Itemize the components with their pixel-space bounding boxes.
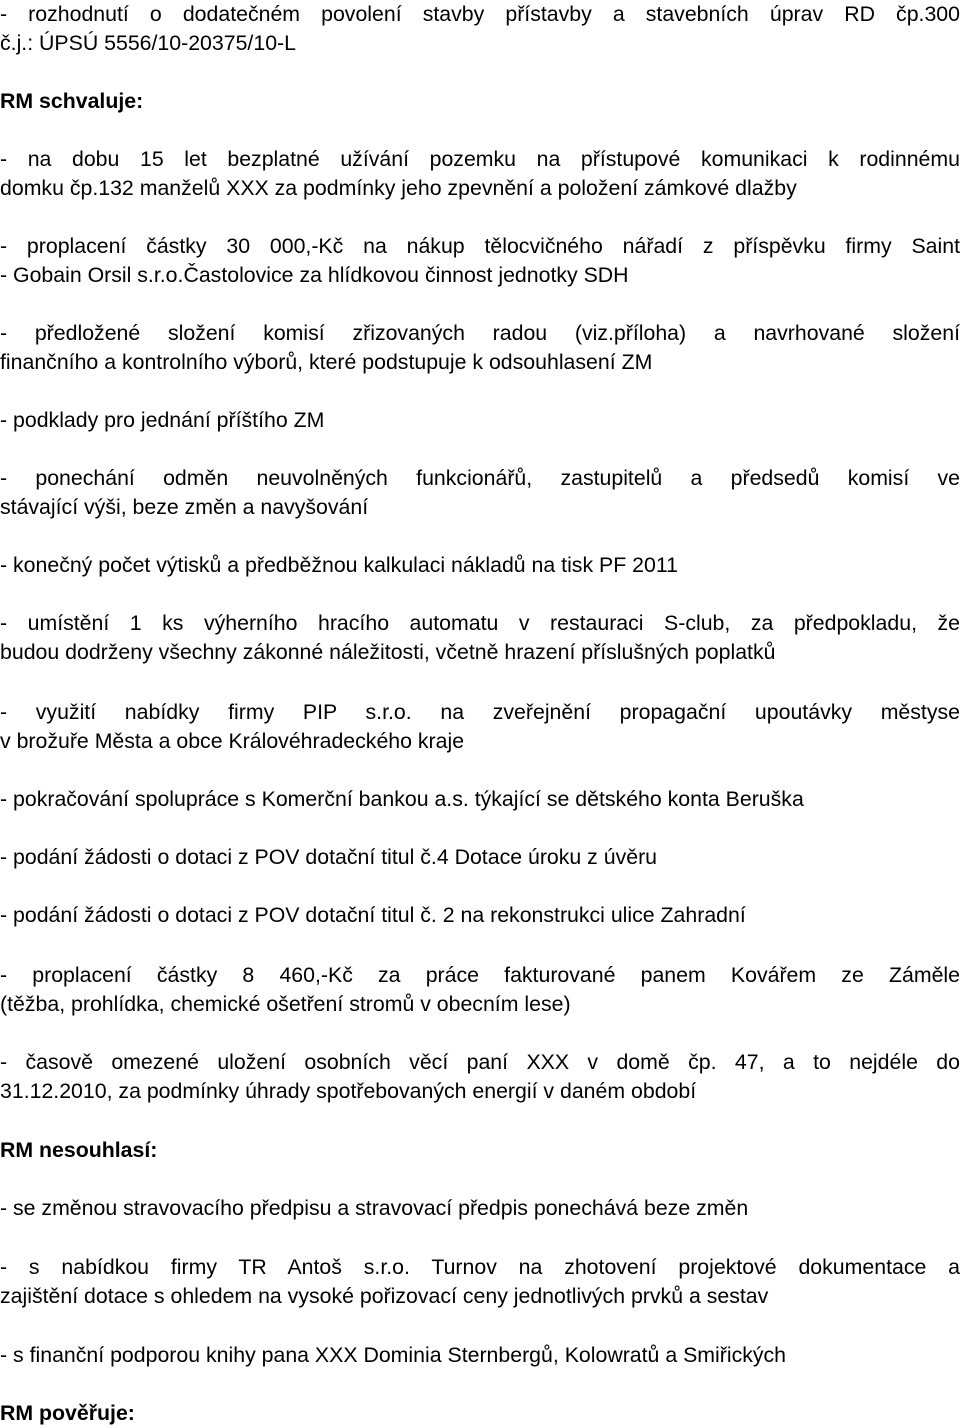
approve-item-7-line-1: - umístění 1 ks výherního hracího automatu v restauraci S-club, za předpokladu, že [0,611,960,635]
approve-item-13-line-1: - časově omezené uložení osobních věcí paní XXX v domě čp. 47, a to nejdéle do [0,1050,960,1074]
approve-item-8-line-2: v brožuře Města a obce Královéhradeckého kraje [0,729,465,753]
approve-item-12-line-2: (těžba, prohlídka, chemické ošetření stromů v obecním lese) [0,992,571,1016]
disagree-item-2-line-2: zajištění dotace s ohledem na vysoké pořizovací ceny jednotlivých prvků a sestav [0,1284,769,1308]
approve-item-3-line-1: - předložené složení komisí zřizovaných radou (viz.příloha) a navrhované složení [0,321,960,345]
approve-item-13-line-2: 31.12.2010, za podmínky úhrady spotřebovaných energií v daném období [0,1079,697,1103]
section-heading-approve: RM schvaluje: [0,89,144,113]
intro-line-2: č.j.: ÚPSÚ 5556/10-20375/10-L [0,31,296,55]
section-heading-disagree: RM nesouhlasí: [0,1138,158,1162]
approve-item-1-line-2: domku čp.132 manželů XXX za podmínky jeho zpevnění a položení zámkové dlažby [0,176,797,200]
section-heading-authorize: RM pověřuje: [0,1401,135,1425]
disagree-item-2-line-1: - s nabídkou firmy TR Antoš s.r.o. Turnov na zhotovení projektové dokumentace a [0,1255,960,1279]
intro-line-1: - rozhodnutí o dodatečném povolení stavby přístavby a stavebních úprav RD čp.300 [0,2,960,26]
approve-item-6: - konečný počet výtisků a předběžnou kalkulaci nákladů na tisk PF 2011 [0,553,678,577]
disagree-item-3: - s finanční podporou knihy pana XXX Dominia Sternbergů, Kolowratů a Smiřických [0,1343,787,1367]
approve-item-2-line-1: - proplacení částky 30 000,-Kč na nákup tělocvičného nářadí z příspěvku firmy Saint [0,234,960,258]
approve-item-12-line-1: - proplacení částky 8 460,-Kč za práce fakturované panem Kovářem ze Záměle [0,963,960,987]
approve-item-7-line-2: budou dodrženy všechny zákonné náležitosti, včetně hrazení příslušných poplatků [0,640,776,664]
approve-item-10: - podání žádosti o dotaci z POV dotační titul č.4 Dotace úroku z úvěru [0,845,658,869]
approve-item-8-line-1: - využití nabídky firmy PIP s.r.o. na zveřejnění propagační upoutávky městyse [0,700,960,724]
approve-item-5-line-1: - ponechání odměn neuvolněných funkcionářů, zastupitelů a předsedů komisí ve [0,466,960,490]
disagree-item-1: - se změnou stravovacího předpisu a stravovací předpis ponechává beze změn [0,1196,749,1220]
approve-item-1-line-1: - na dobu 15 let bezplatné užívání pozemku na přístupové komunikaci k rodinnému [0,147,960,171]
approve-item-9: - pokračování spolupráce s Komerční bankou a.s. týkající se dětského konta Beruška [0,787,804,811]
approve-item-11: - podání žádosti o dotaci z POV dotační titul č. 2 na rekonstrukci ulice Zahradní [0,903,746,927]
approve-item-2-line-2: - Gobain Orsil s.r.o.Častolovice za hlídkovou činnost jednotky SDH [0,263,629,287]
approve-item-5-line-2: stávající výši, beze změn a navyšování [0,495,369,519]
approve-item-3-line-2: finančního a kontrolního výborů, které podstupuje k odsouhlasení ZM [0,350,653,374]
approve-item-4: - podklady pro jednání příštího ZM [0,408,325,432]
